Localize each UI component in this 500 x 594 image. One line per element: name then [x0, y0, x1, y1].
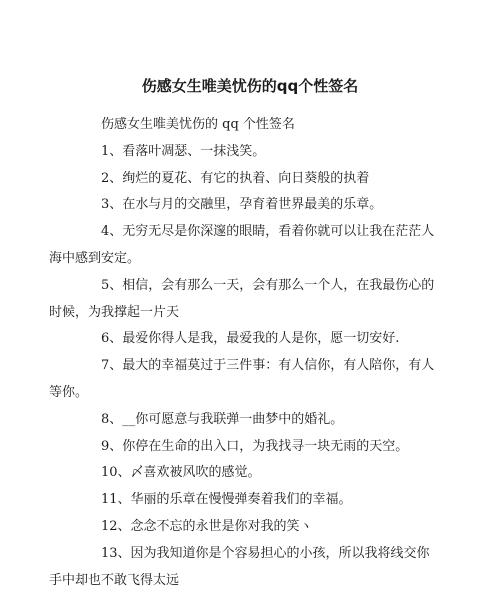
- list-item: 2、绚烂的夏花、有它的执着、向日葵般的执着: [101, 170, 370, 186]
- list-item: 3、在水与月的交融里，孕育着世界最美的乐章。: [101, 197, 383, 213]
- list-item: 13、因为我知道你是个容易担心的小孩，所以我将线交你: [101, 545, 430, 561]
- list-item-continuation: 手中却也不敢飞得太远: [49, 572, 180, 588]
- list-item: 4、无穷无尽是你深邃的眼睛，看着你就可以让我在茫茫人: [101, 224, 435, 240]
- list-item-continuation: 时候，为我撑起一片天: [49, 304, 180, 320]
- list-item: 10、〆喜欢被风吹的感觉。: [101, 465, 261, 481]
- document-body: [49, 112, 435, 594]
- list-item-continuation: 等你。: [49, 384, 89, 400]
- list-item: 8、__你可愿意与我联弹一曲梦中的婚礼。: [101, 411, 344, 427]
- list-item: 6、最爱你得人是我，最爱我的人是你，愿一切安好.: [101, 331, 400, 347]
- list-item: 5、相信，会有那么一天，会有那么一个人，在我最伤心的: [101, 277, 435, 293]
- list-item: 12、念念不忘的永世是你对我的笑ヽ: [101, 518, 313, 534]
- list-item: 7、最大的幸福莫过于三件事：有人信你，有人陪你，有人: [101, 358, 435, 374]
- list-item: 1、看落叶凋瑟、一抹浅笑。: [101, 143, 266, 159]
- document-title: 伤感女生唯美忧伤的qq个性签名: [141, 77, 359, 95]
- document-subtitle: 伤感女生唯美忧伤的 qq 个性签名: [101, 117, 295, 132]
- list-item: 9、你停在生命的出入口，为我找寻一块无雨的天空。: [101, 438, 409, 454]
- list-item: 11、华丽的乐章在慢慢弹奏着我们的幸福。: [101, 492, 352, 508]
- list-item-continuation: 海中感到安定。: [49, 250, 141, 266]
